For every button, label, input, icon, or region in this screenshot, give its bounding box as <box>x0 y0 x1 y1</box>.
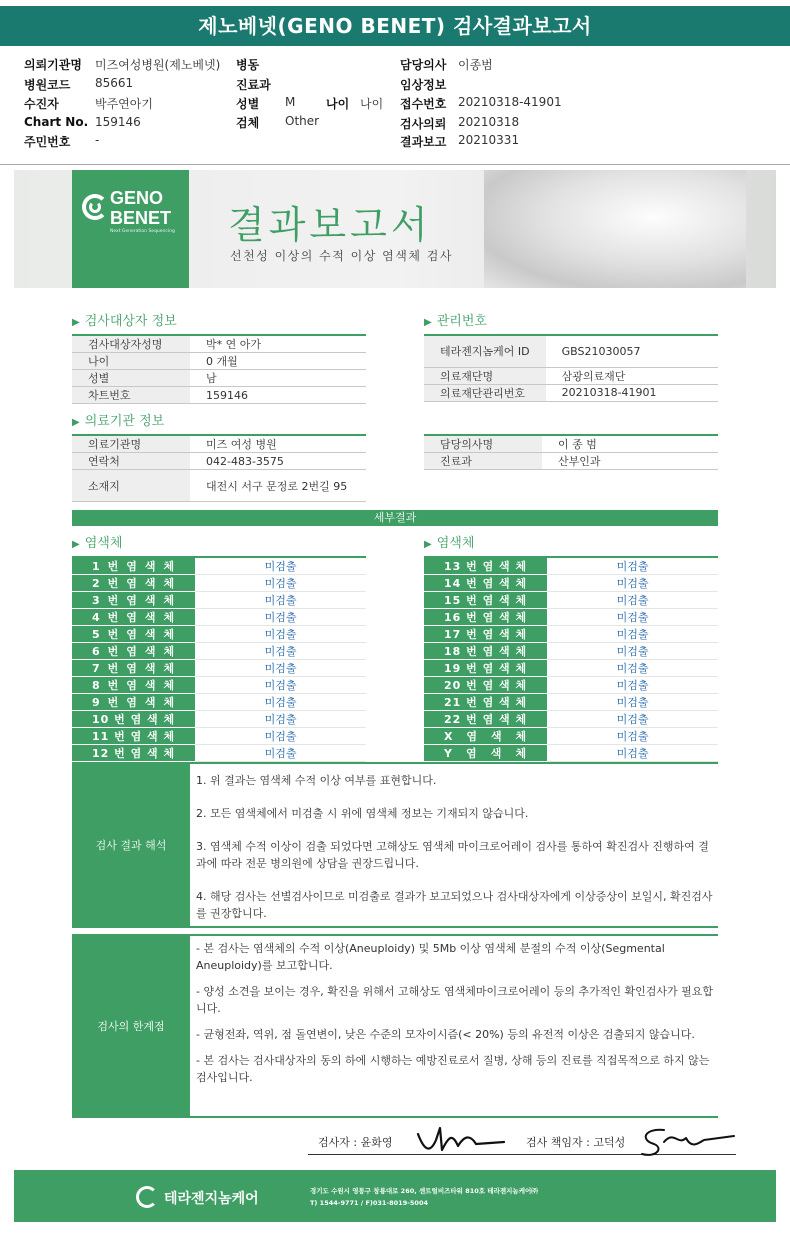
chevron-right-icon: ▶ <box>72 417 80 428</box>
sex-value: M <box>285 95 296 109</box>
dept-label: 진료과 <box>236 78 271 92</box>
subject-age-value: 0 개월 <box>190 353 366 370</box>
interpretation-item: 1. 위 결과는 염색체 수적 이상 여부를 표현합니다. <box>196 774 437 787</box>
chromosome-result: 미검출 <box>195 575 366 592</box>
table-row <box>72 470 366 502</box>
footer-company: 테라젠지놈케어 <box>164 1191 259 1207</box>
logo-text-benet: BENET <box>110 208 172 228</box>
hospital-name-value: 미즈 여성 병원 <box>190 435 366 453</box>
chromosome-result: 미검출 <box>195 711 366 728</box>
subject-age-label: 나이 <box>72 353 190 370</box>
terragen-id-label: 테라젠지놈케어 ID <box>424 335 546 367</box>
chromosome-row <box>72 677 366 694</box>
subject-name-value: 박* 연 아가 <box>190 335 366 353</box>
chromosome-row <box>424 660 718 677</box>
chromosome-result: 미검출 <box>195 745 366 762</box>
table-row <box>424 335 718 367</box>
chromosome-heading-right-text: 염색체 <box>436 536 475 551</box>
interpretation-item: 4. 해당 검사는 선별검사이므로 미검출로 결과가 보고되었으나 검사대상자에게 이상증상이 보일시, 확진검사를 권장합니다. <box>196 890 713 920</box>
table-row <box>72 387 366 404</box>
address-value: 대전시 서구 문정로 2번길 95 <box>190 470 366 502</box>
interpretation-item: 2. 모든 염색체에서 미검출 시 위에 염색체 정보는 기재되지 않습니다. <box>196 807 529 820</box>
chromosome-result: 미검출 <box>547 609 718 626</box>
foundation-id-label: 의료재단관리번호 <box>424 384 546 401</box>
order-info <box>0 52 790 164</box>
chart-no-label: Chart No. <box>24 115 89 129</box>
banner-subtitle: 선천성 이상의 수적 이상 염색체 검사 <box>230 249 453 263</box>
chromosome-label: 22 번 염 색 체 <box>424 711 547 728</box>
chromosome-row <box>72 626 366 643</box>
hospital-name-label: 의료기관명 <box>72 435 190 453</box>
chromosome-result: 미검출 <box>195 592 366 609</box>
detail-results-bar: 세부결과 <box>72 510 718 526</box>
chromosome-row <box>424 711 718 728</box>
baby-feet-photo <box>484 170 746 288</box>
chromosome-row <box>72 694 366 711</box>
chromosome-label: 20 번 염 색 체 <box>424 677 547 694</box>
chromosome-result: 미검출 <box>195 557 366 575</box>
banner-title: 결과보고서 <box>228 203 432 247</box>
chromosome-result: 미검출 <box>547 745 718 762</box>
chromosome-row <box>424 728 718 745</box>
chromosome-label: 7 번 염 색 체 <box>72 660 195 677</box>
department-value: 산부인과 <box>542 453 718 470</box>
report-date-value: 20210331 <box>458 133 520 147</box>
chromosome-result: 미검출 <box>195 626 366 643</box>
chromosome-row <box>72 728 366 745</box>
hospital-code-label: 병원코드 <box>24 78 71 92</box>
chromosome-heading-left-text: 염색체 <box>84 536 123 551</box>
specimen-value: Other <box>285 114 320 128</box>
receipt-value: 20210318-41901 <box>458 95 562 109</box>
receipt-label: 접수번호 <box>400 97 447 111</box>
limitation-item: - 균형전좌, 역위, 점 돌연변이, 낮은 수준의 모자이시즘(< 20%) 등의 유전적 이상은 검출되지 않습니다. <box>196 1028 695 1041</box>
contact-label: 연락처 <box>72 453 190 470</box>
table-row <box>72 335 366 353</box>
examinee-value: 박주연아기 <box>95 97 153 111</box>
chromosome-result: 미검출 <box>547 677 718 694</box>
interpretation-label: 검사 결과 해석 <box>72 764 190 926</box>
chromosome-result: 미검출 <box>547 557 718 575</box>
management-heading <box>424 310 487 329</box>
management-heading-text: 관리번호 <box>436 314 487 329</box>
examinee-label: 수진자 <box>24 97 59 111</box>
footer <box>14 1170 776 1222</box>
subject-chart-label: 차트번호 <box>72 387 190 404</box>
divider <box>0 164 790 165</box>
foundation-id-value: 20210318-41901 <box>546 384 718 401</box>
chevron-right-icon: ▶ <box>72 317 80 328</box>
logo-tagline: Next Generation Sequencing <box>110 229 175 234</box>
chromosome-label: 14 번 염 색 체 <box>424 575 547 592</box>
chromosome-label: 4 번 염 색 체 <box>72 609 195 626</box>
doctor-name-value: 이 종 범 <box>542 435 718 453</box>
chromosome-row <box>72 609 366 626</box>
limitations-section <box>72 934 718 1118</box>
chromosome-label: 1 번 염 색 체 <box>72 557 195 575</box>
chromosome-table-left <box>72 556 366 762</box>
institution-label: 의뢰기관명 <box>24 58 82 72</box>
id-number-value: - <box>95 133 100 147</box>
chromosome-row <box>424 745 718 762</box>
doctor-value: 이종범 <box>458 58 493 72</box>
terragen-id-value: GBS21030057 <box>546 335 718 367</box>
chromosome-label: 10 번 염 색 체 <box>72 711 195 728</box>
chevron-right-icon: ▶ <box>424 539 432 550</box>
supervisor-label: 검사 책임자 : 고덕성 <box>526 1136 626 1149</box>
subject-sex-label: 성별 <box>72 370 190 387</box>
subject-sex-value: 남 <box>190 370 366 387</box>
management-table <box>424 334 718 402</box>
limitations-label: 검사의 한계점 <box>72 936 190 1116</box>
tester-signature <box>412 1120 512 1160</box>
chromosome-label: 17 번 염 색 체 <box>424 626 547 643</box>
subject-heading-text: 검사대상자 정보 <box>84 314 177 329</box>
chromosome-row <box>424 609 718 626</box>
chromosome-row <box>424 575 718 592</box>
chromosome-label: 5 번 염 색 체 <box>72 626 195 643</box>
chromosome-result: 미검출 <box>547 575 718 592</box>
chromosome-result: 미검출 <box>195 677 366 694</box>
institution-heading <box>72 410 164 429</box>
chromosome-row <box>424 643 718 660</box>
chromosome-heading-left <box>72 532 122 551</box>
chromosome-label: X 염 색 체 <box>424 728 547 745</box>
contact-value: 042-483-3575 <box>190 453 366 470</box>
table-row <box>72 435 366 453</box>
chromosome-row <box>72 711 366 728</box>
department-label: 진료과 <box>424 453 542 470</box>
chromosome-result: 미검출 <box>195 660 366 677</box>
terragen-logo-icon <box>136 1186 158 1208</box>
chevron-right-icon: ▶ <box>424 317 432 328</box>
chevron-right-icon: ▶ <box>72 539 80 550</box>
chromosome-row <box>72 643 366 660</box>
chromosome-label: 15 번 염 색 체 <box>424 592 547 609</box>
limitation-item: - 본 검사는 검사대상자의 동의 하에 시행하는 예방진료로서 질병, 상해 등의 진료를 직접목적으로 하지 않는 검사입니다. <box>196 1054 710 1084</box>
chromosome-label: 6 번 염 색 체 <box>72 643 195 660</box>
chromosome-heading-right <box>424 532 474 551</box>
chromosome-label: 3 번 염 색 체 <box>72 592 195 609</box>
subject-name-label: 검사대상자성명 <box>72 335 190 353</box>
age-label: 나이 <box>326 97 350 111</box>
chromosome-result: 미검출 <box>195 609 366 626</box>
chromosome-result: 미검출 <box>547 626 718 643</box>
id-number-label: 주민번호 <box>24 135 71 149</box>
geno-benet-logo <box>72 170 189 288</box>
address-label: 소재지 <box>72 470 190 502</box>
foundation-name-label: 의료재단명 <box>424 367 546 384</box>
table-row <box>424 453 718 470</box>
institution-table <box>72 434 366 502</box>
chromosome-label: 18 번 염 색 체 <box>424 643 547 660</box>
limitation-item: - 양성 소견을 보이는 경우, 확진을 위해서 고해상도 염색체마이크로어레이 등의 추가적인 확인검사가 필요합니다. <box>196 985 713 1015</box>
chromosome-result: 미검출 <box>547 728 718 745</box>
doctor-table <box>424 434 718 470</box>
chromosome-row <box>72 557 366 575</box>
chromosome-result: 미검출 <box>195 643 366 660</box>
doctor-label: 담당의사 <box>400 58 447 72</box>
institution-heading-text: 의료기관 정보 <box>84 414 165 429</box>
limitation-item: - 본 검사는 염색체의 수적 이상(Aneuploidy) 및 5Mb 이상 염색체 분절의 수적 이상(Segmental Aneuploidy)를 보고합니다. <box>196 942 665 972</box>
chromosome-label: 11 번 염 색 체 <box>72 728 195 745</box>
chromosome-result: 미검출 <box>547 694 718 711</box>
result-report <box>14 170 776 1230</box>
chromosome-row <box>424 677 718 694</box>
chromosome-table-right <box>424 556 718 762</box>
subject-heading <box>72 310 177 329</box>
age-value: 나이 <box>360 97 384 111</box>
logo-text-geno: GENO <box>110 188 164 208</box>
specimen-label: 검체 <box>236 116 260 130</box>
supervisor-signature <box>634 1120 744 1160</box>
doctor-name-label: 담당의사명 <box>424 435 542 453</box>
interpretation-body <box>190 764 718 938</box>
subject-chart-value: 159146 <box>190 387 366 404</box>
foundation-name-value: 삼광의료재단 <box>546 367 718 384</box>
chromosome-row <box>72 575 366 592</box>
chromosome-row <box>424 626 718 643</box>
table-row <box>424 367 718 384</box>
report-date-label: 결과보고 <box>400 135 447 149</box>
footer-contact: T) 1544-9771 / F)031-8019-5004 <box>310 1199 429 1207</box>
institution-value: 미즈여성병원(제노베넷) <box>95 58 221 72</box>
chromosome-result: 미검출 <box>547 660 718 677</box>
hospital-code-value: 85661 <box>95 76 134 90</box>
chromosome-row <box>72 660 366 677</box>
logo-mark-inner-icon <box>89 201 101 213</box>
chromosome-result: 미검출 <box>195 728 366 745</box>
chromosome-label: 19 번 염 색 체 <box>424 660 547 677</box>
request-date-label: 검사의뢰 <box>400 117 447 131</box>
chromosome-label: Y 염 색 체 <box>424 745 547 762</box>
chromosome-result: 미검출 <box>547 711 718 728</box>
chromosome-label: 12 번 염 색 체 <box>72 745 195 762</box>
table-row <box>72 453 366 470</box>
footer-address-block <box>310 1185 538 1209</box>
chromosome-row <box>424 592 718 609</box>
request-date-value: 20210318 <box>458 115 520 129</box>
clinical-label: 임상정보 <box>400 78 447 92</box>
limitations-body <box>190 936 718 1095</box>
chromosome-row <box>424 694 718 711</box>
chromosome-row <box>72 592 366 609</box>
report-title: 제노베넷(GENO BENET) 검사결과보고서 <box>0 6 790 46</box>
subject-table <box>72 334 366 404</box>
chromosome-label: 9 번 염 색 체 <box>72 694 195 711</box>
chromosome-label: 21 번 염 색 체 <box>424 694 547 711</box>
table-row <box>72 353 366 370</box>
chart-no-value: 159146 <box>95 115 141 129</box>
chromosome-row <box>72 745 366 762</box>
ward-label: 병동 <box>236 58 260 72</box>
table-row <box>424 384 718 401</box>
table-row <box>72 370 366 387</box>
interpretation-item: 3. 염색체 수적 이상이 검출 되었다면 고해상도 염색체 마이크로어레이 검사를 통하여 확진검사 진행하여 결과에 따라 전문 병의원에 상담을 권장드립니다. <box>196 840 709 870</box>
chromosome-result: 미검출 <box>547 643 718 660</box>
chromosome-result: 미검출 <box>195 694 366 711</box>
interpretation-section <box>72 762 718 928</box>
table-row <box>424 435 718 453</box>
banner <box>14 170 776 288</box>
tester-label: 검사자 : 윤화영 <box>318 1136 393 1149</box>
chromosome-label: 16 번 염 색 체 <box>424 609 547 626</box>
footer-address: 경기도 수원시 영통구 창룡대로 260, 센트럴비즈타워 810호 테라젠지놈케어㈜ <box>310 1187 538 1195</box>
chromosome-result: 미검출 <box>547 592 718 609</box>
chromosome-label: 13 번 염 색 체 <box>424 557 547 575</box>
chromosome-label: 8 번 염 색 체 <box>72 677 195 694</box>
sex-label: 성별 <box>236 97 260 111</box>
chromosome-row <box>424 557 718 575</box>
chromosome-label: 2 번 염 색 체 <box>72 575 195 592</box>
